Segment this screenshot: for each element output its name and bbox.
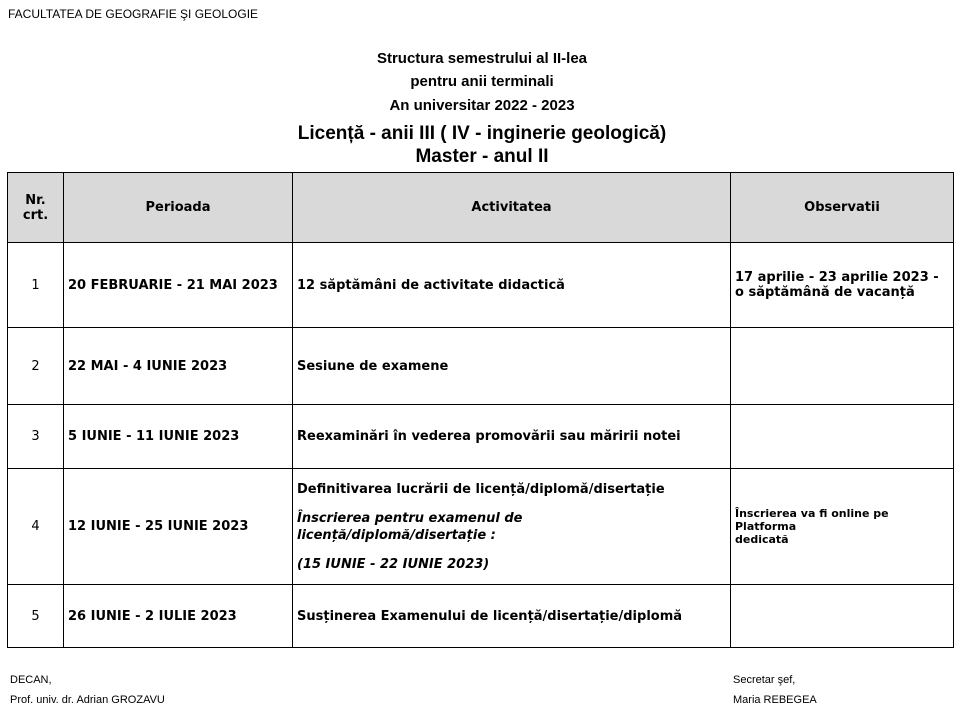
secretary-title: Secretar şef, xyxy=(733,674,796,686)
header-nr-line2: crt. xyxy=(22,207,49,223)
row-activity: Susținerea Examenului de licență/disertație/diplomă xyxy=(293,585,731,648)
activity-line: Înscrierea pentru examenul de xyxy=(297,510,523,526)
faculty-name: FACULTATEA DE GEOGRAFIE ŞI GEOLOGIE xyxy=(8,7,259,21)
row-nr: 2 xyxy=(8,328,64,405)
row-observations xyxy=(731,328,954,405)
row-activity xyxy=(293,469,731,585)
table-row xyxy=(8,328,954,405)
title-master: Master - anul II xyxy=(415,146,549,167)
row-observations xyxy=(731,243,954,328)
table-header-row xyxy=(8,173,954,243)
header-nr-line1: Nr. xyxy=(25,192,46,208)
obs-line: 17 aprilie - 23 aprilie 2023 - xyxy=(735,270,939,285)
activity-line: Definitivarea lucrării de licență/diplomă/disertație xyxy=(297,481,665,497)
dean-signature xyxy=(10,670,165,710)
title-bachelor: Licență - anii III ( IV - inginerie geologică) xyxy=(297,123,667,144)
title-academic-year: An universitar 2022 - 2023 xyxy=(389,97,575,114)
row-period: 20 FEBRUARIE - 21 MAI 2023 xyxy=(64,243,293,328)
row-observations xyxy=(731,585,954,648)
row-period: 26 IUNIE - 2 IULIE 2023 xyxy=(64,585,293,648)
row-nr: 4 xyxy=(8,469,64,585)
header-activity: Activitatea xyxy=(293,173,731,243)
obs-line: o săptămână de vacanță xyxy=(735,285,915,300)
table-row xyxy=(8,469,954,585)
row-activity: Sesiune de examene xyxy=(293,328,731,405)
header-observations: Observatii xyxy=(731,173,954,243)
table-row xyxy=(8,585,954,648)
dean-title: DECAN, xyxy=(10,674,52,686)
header-period: Perioada xyxy=(64,173,293,243)
secretary-name: Maria REBEGEA xyxy=(733,694,817,706)
row-period: 12 IUNIE - 25 IUNIE 2023 xyxy=(64,469,293,585)
title-semester: Structura semestrului al II-lea xyxy=(376,50,588,67)
row-nr: 3 xyxy=(8,405,64,469)
dean-name: Prof. univ. dr. Adrian GROZAVU xyxy=(10,694,165,706)
header-nr xyxy=(8,173,64,243)
row-observations xyxy=(731,469,954,585)
obs-line: Înscrierea va fi online pe Platforma xyxy=(735,507,889,533)
secretary-signature xyxy=(733,670,817,710)
table-row xyxy=(8,243,954,328)
table-row xyxy=(8,405,954,469)
row-observations xyxy=(731,405,954,469)
activity-line: licență/diplomă/disertație : xyxy=(297,527,496,543)
row-nr: 1 xyxy=(8,243,64,328)
row-activity: 12 săptămâni de activitate didactică xyxy=(293,243,731,328)
obs-line: dedicată xyxy=(735,533,789,546)
row-period: 5 IUNIE - 11 IUNIE 2023 xyxy=(64,405,293,469)
row-period: 22 MAI - 4 IUNIE 2023 xyxy=(64,328,293,405)
activity-line: (15 IUNIE - 22 IUNIE 2023) xyxy=(297,556,490,572)
schedule-table xyxy=(7,172,954,648)
title-final-years: pentru anii terminali xyxy=(410,73,554,90)
row-activity: Reexaminări în vederea promovării sau măririi notei xyxy=(293,405,731,469)
row-nr: 5 xyxy=(8,585,64,648)
